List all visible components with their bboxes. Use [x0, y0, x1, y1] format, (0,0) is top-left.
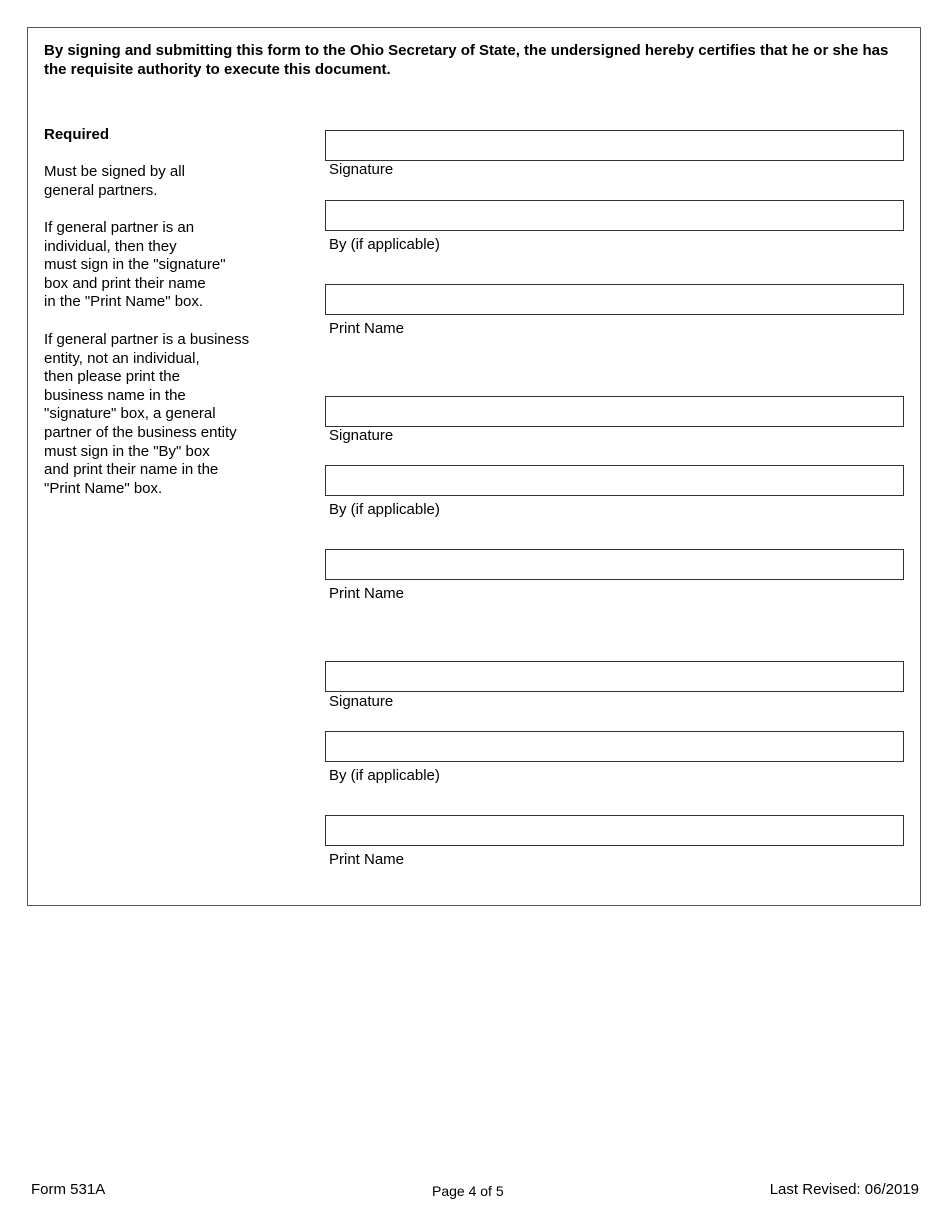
signer-1-print-name-label: Print Name	[329, 320, 405, 337]
signer-3-by-input[interactable]	[325, 731, 904, 762]
signer-1-by-input[interactable]	[325, 200, 904, 231]
signer-3-signature-input[interactable]	[325, 661, 904, 692]
revision-date: Last Revised: 06/2019	[769, 1181, 919, 1198]
signer-1-print-name-input[interactable]	[325, 284, 904, 315]
signer-3-print-name-input[interactable]	[325, 815, 904, 846]
signer-2-print-name-input[interactable]	[325, 549, 904, 580]
signer-2-by-input[interactable]	[325, 465, 904, 496]
signer-2-signature-input[interactable]	[325, 396, 904, 427]
form-number: Form 531A	[31, 1181, 106, 1198]
instruction-all-partners: Must be signed by all general partners.	[44, 163, 185, 199]
signer-2-by-label: By (if applicable)	[329, 501, 440, 518]
signer-3-print-name-label: Print Name	[329, 851, 405, 868]
signer-3-signature-label: Signature	[329, 693, 394, 710]
signer-1-by-label: By (if applicable)	[329, 236, 440, 253]
signer-2-print-name-label: Print Name	[329, 585, 405, 602]
signer-1-signature-label: Signature	[329, 161, 394, 178]
instruction-individual-partner: If general partner is an individual, then they must sign in the "signature" box and print their name in the "Print Name" box.	[44, 219, 226, 311]
required-heading: Required	[44, 126, 110, 143]
signer-3-by-label: By (if applicable)	[329, 767, 440, 784]
instruction-business-entity-partner: If general partner is a business entity, not an individual, then please print the business name in the "signature" box, a general partner of the business entity must sign in the "By" box and print their name in the "Print Name" box.	[44, 331, 250, 497]
signer-2-signature-label: Signature	[329, 427, 394, 444]
signer-1-signature-input[interactable]	[325, 130, 904, 161]
certification-statement: By signing and submitting this form to the Ohio Secretary of State, the undersigned hereby certifies that he or she has the requisite authority to execute this document.	[44, 42, 889, 78]
page-number: Page 4 of 5	[432, 1183, 504, 1199]
